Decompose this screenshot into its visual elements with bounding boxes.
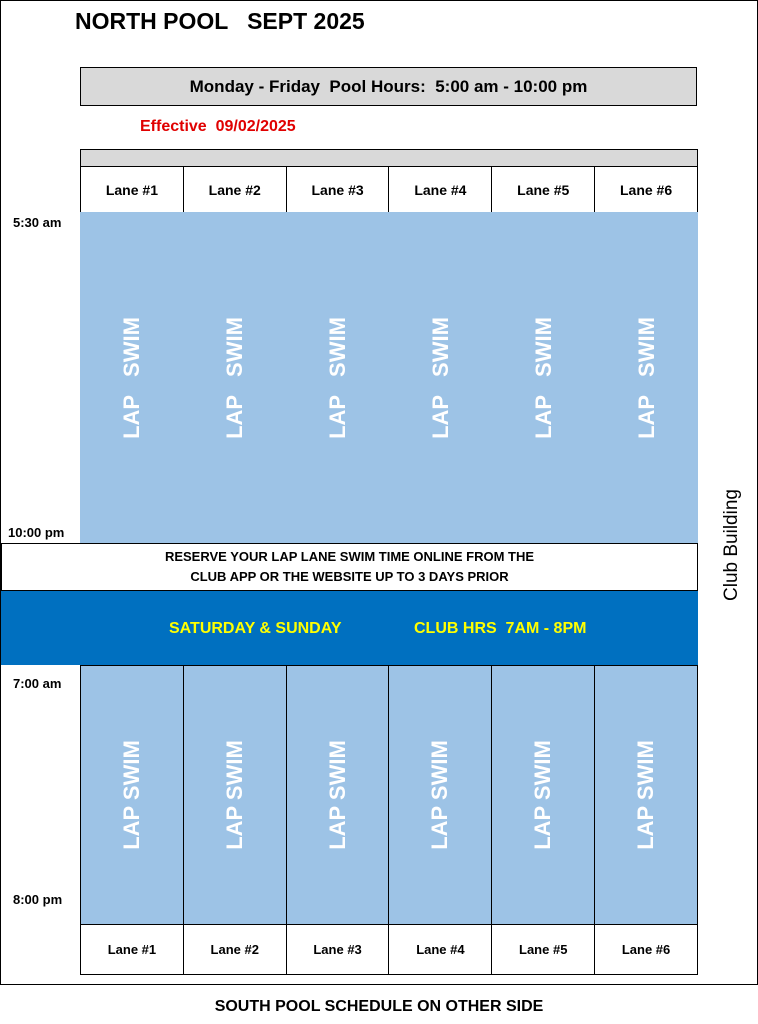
lap-swim-label: LAP SWIM <box>118 740 144 850</box>
weekday-lap-swim-block <box>80 212 698 544</box>
weekday-start-time: 5:30 am <box>13 215 62 230</box>
lap-swim-label: LAP SWIM <box>221 317 247 439</box>
weekend-lane-1 <box>81 666 183 924</box>
lane-header: Lane #2 <box>183 167 286 212</box>
effective-date: Effective 09/02/2025 <box>140 118 296 135</box>
lane-header: Lane #4 <box>388 167 491 212</box>
weekend-days: SATURDAY & SUNDAY <box>169 620 342 637</box>
page-title: NORTH POOL SEPT 2025 <box>75 8 365 34</box>
weekend-lane-6 <box>594 666 697 924</box>
header-strip <box>80 149 698 167</box>
weekday-lane-3 <box>286 212 389 544</box>
lane-header-row-top <box>80 166 698 213</box>
reservation-notice-line-2: CLUB APP OR THE WEBSITE UP TO 3 DAYS PRIOR <box>190 569 509 584</box>
lane-header: Lane #1 <box>107 942 157 957</box>
weekend-banner <box>1 591 698 665</box>
lap-swim-label: LAP SWIM <box>633 317 659 439</box>
weekday-hours-text: Monday - Friday Pool Hours: 5:00 am - 10:00 pm <box>189 76 588 96</box>
lane-header: Lane #5 <box>491 167 594 212</box>
reservation-notice <box>1 543 698 591</box>
club-building-label: Club Building <box>721 489 742 601</box>
lap-swim-label: LAP SWIM <box>324 317 350 439</box>
reservation-notice-line-1: RESERVE YOUR LAP LANE SWIM TIME ONLINE FROM THE <box>164 549 535 564</box>
weekend-lane-2 <box>183 666 286 924</box>
lane-header: Lane #5 <box>491 925 594 974</box>
lane-header: Lane #6 <box>594 925 697 974</box>
weekend-start-time: 7:00 am <box>13 676 62 691</box>
footer-note: SOUTH POOL SCHEDULE ON OTHER SIDE <box>214 998 544 1015</box>
lane-header: Lane #3 <box>286 167 389 212</box>
weekday-lane-1 <box>80 212 183 544</box>
weekday-lane-5 <box>492 212 595 544</box>
weekday-lane-2 <box>183 212 286 544</box>
lane-header: Lane #6 <box>594 167 697 212</box>
lap-swim-label: LAP SWIM <box>324 740 350 850</box>
lane-header: Lane #4 <box>388 925 491 974</box>
lap-swim-label: LAP SWIM <box>530 740 556 850</box>
weekend-lane-5 <box>491 666 594 924</box>
weekend-end-time: 8:00 pm <box>13 892 63 907</box>
weekday-lane-4 <box>389 212 492 544</box>
lane-header-row-bottom <box>80 924 698 975</box>
weekend-club-hours: CLUB HRS 7AM - 8PM <box>414 620 587 637</box>
weekday-hours-box <box>80 67 697 106</box>
lap-swim-label: LAP SWIM <box>118 317 144 439</box>
weekend-lane-4 <box>388 666 491 924</box>
weekday-end-time: 10:00 pm <box>8 525 65 540</box>
lap-swim-label: LAP SWIM <box>221 740 247 850</box>
lap-swim-label: LAP SWIM <box>427 740 453 850</box>
lane-header: Lane #2 <box>183 925 286 974</box>
weekend-lap-swim-block <box>80 665 698 925</box>
weekend-lane-3 <box>286 666 389 924</box>
lap-swim-label: LAP SWIM <box>633 740 659 850</box>
lap-swim-label: LAP SWIM <box>427 317 453 439</box>
weekday-lane-6 <box>595 212 698 544</box>
lap-swim-label: LAP SWIM <box>530 317 556 439</box>
lane-header: Lane #3 <box>286 925 389 974</box>
lane-header: Lane #1 <box>105 181 158 198</box>
